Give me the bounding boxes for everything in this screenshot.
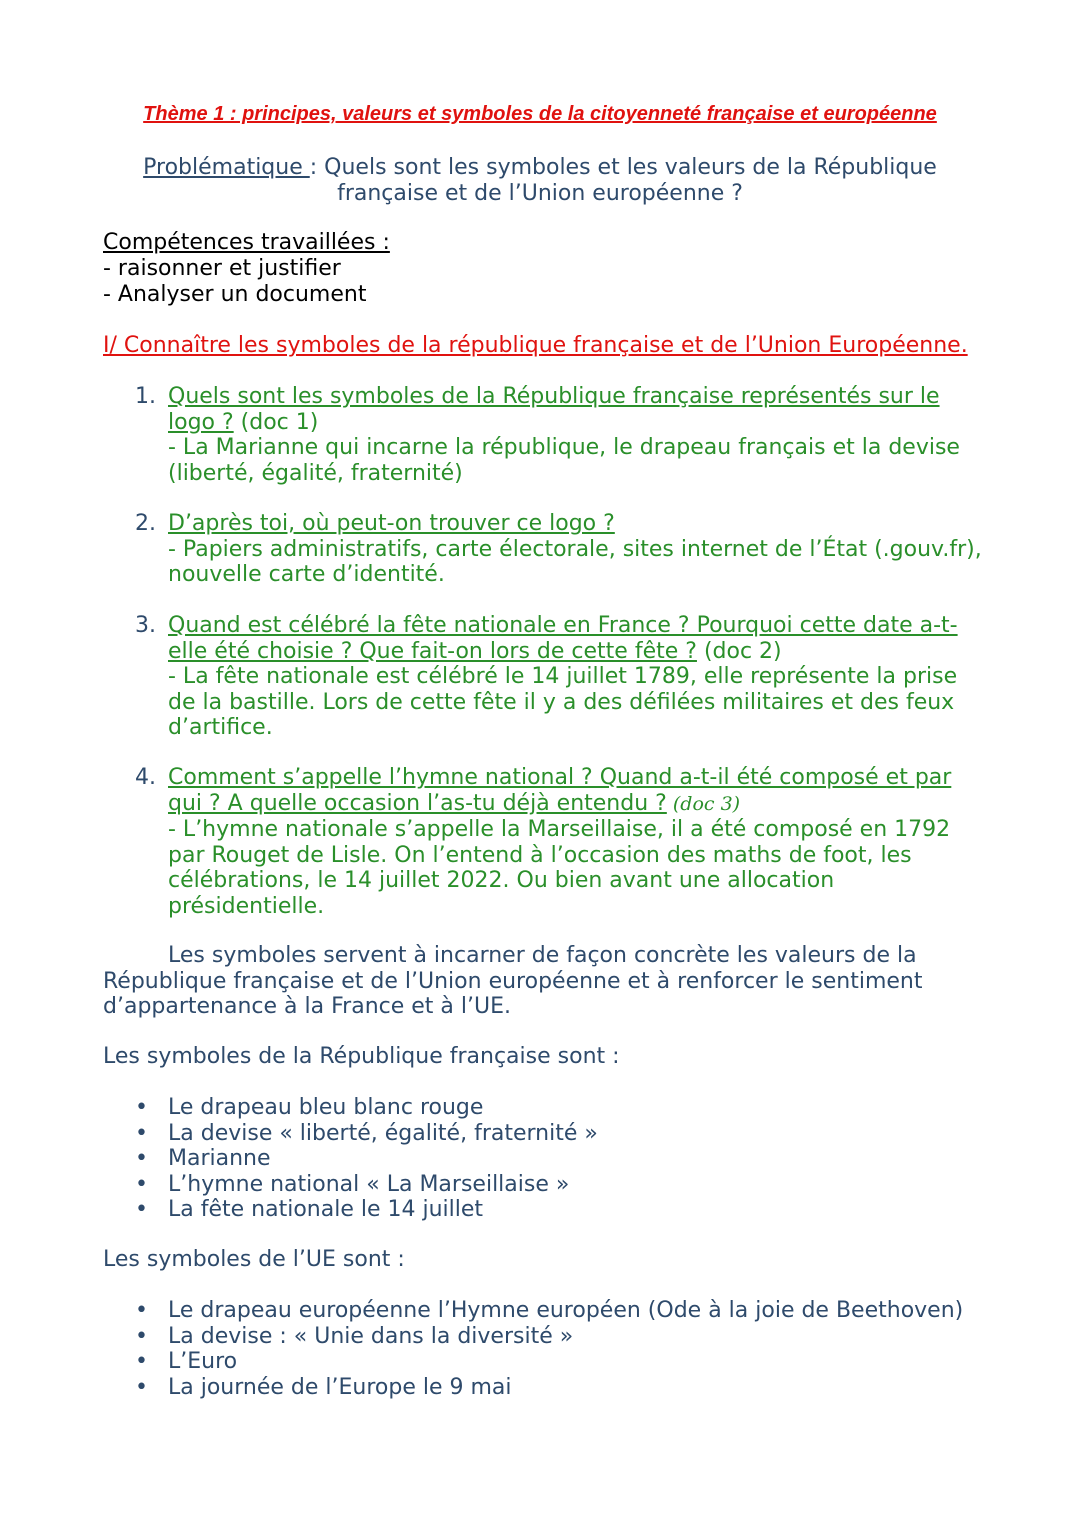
summary-line: d’appartenance à la France et à l’UE. bbox=[103, 994, 511, 1019]
theme-title: Thème 1 : principes, valeurs et symboles de la citoyenneté française et européenne bbox=[143, 103, 937, 125]
answer-text: - Papiers administratifs, carte électorale, sites internet de l’État (.gouv.fr), bbox=[168, 536, 982, 562]
problematique-line2: française et de l’Union européenne ? bbox=[337, 181, 743, 206]
question-number: 3. bbox=[135, 613, 156, 638]
answer-text: - La fête nationale est célébré le 14 juillet 1789, elle représente la prise bbox=[168, 664, 958, 689]
question-number: 4. bbox=[135, 765, 156, 790]
list-item: • La devise : « Unie dans la diversité » bbox=[135, 1324, 963, 1350]
answer-text: nouvelle carte d’identité. bbox=[168, 562, 445, 587]
answer-text: - La Marianne qui incarne la république, le drapeau français et la devise bbox=[168, 435, 960, 460]
answer-text: célébrations, le 14 juillet 2022. Ou bien avant une allocation bbox=[168, 868, 835, 893]
skill-item: - raisonner et justifier bbox=[103, 256, 341, 281]
list-item: • La devise « liberté, égalité, fraternité » bbox=[135, 1121, 598, 1147]
question-text: qui ? A quelle occasion l’as-tu déjà entendu ? bbox=[168, 790, 667, 816]
problematique bbox=[0, 155, 1080, 207]
list-item: • Le drapeau bleu blanc rouge bbox=[135, 1095, 598, 1121]
answer-text: de la bastille. Lors de cette fête il y a des défilées militaires et des feux bbox=[168, 689, 955, 715]
problematique-label: Problématique bbox=[143, 155, 310, 180]
question-number: 2. bbox=[135, 511, 156, 536]
doc-reference: (doc 2) bbox=[696, 638, 782, 664]
france-symbols-title: Les symboles de la République française sont : bbox=[103, 1044, 620, 1069]
summary-line: République française et de l’Union européenne et à renforcer le sentiment bbox=[103, 968, 923, 994]
list-item: • L’hymne national « La Marseillaise » bbox=[135, 1172, 598, 1198]
doc-reference: (doc 3) bbox=[666, 792, 741, 815]
answer-text: (liberté, égalité, fraternité) bbox=[168, 460, 463, 486]
list-item: • L’Euro bbox=[135, 1349, 963, 1375]
question-text: Quand est célébré la fête nationale en France ? Pourquoi cette date a-t- bbox=[168, 613, 958, 638]
skills-title: Compétences travaillées : bbox=[103, 230, 390, 255]
question-4 bbox=[135, 765, 985, 919]
skill-item: - Analyser un document bbox=[103, 282, 367, 307]
doc-reference: (doc 1) bbox=[233, 409, 319, 435]
answer-text: présidentielle. bbox=[168, 893, 325, 919]
question-text: logo ? bbox=[168, 409, 234, 435]
question-text: D’après toi, où peut-on trouver ce logo ? bbox=[168, 511, 615, 536]
section-title: I/ Connaître les symboles de la république française et de l’Union Européenne. bbox=[103, 333, 968, 358]
answer-text: par Rouget de Lisle. On l’entend à l’occasion des maths de foot, les bbox=[168, 842, 912, 868]
skills-block bbox=[103, 230, 390, 308]
question-text: Comment s’appelle l’hymne national ? Quand a-t-il été composé et par bbox=[168, 765, 952, 790]
question-text: elle été choisie ? Que fait-on lors de cette fête ? bbox=[168, 638, 697, 664]
summary-line: Les symboles servent à incarner de façon concrète les valeurs de la bbox=[168, 943, 917, 968]
answer-text: d’artifice. bbox=[168, 715, 273, 740]
eu-symbols-title: Les symboles de l’UE sont : bbox=[103, 1247, 405, 1272]
eu-symbols-list bbox=[135, 1298, 963, 1400]
question-2 bbox=[135, 511, 985, 588]
question-number: 1. bbox=[135, 384, 156, 409]
france-symbols-list bbox=[135, 1095, 598, 1223]
summary-paragraph bbox=[103, 943, 943, 1020]
question-text: Quels sont les symboles de la République française représentés sur le bbox=[168, 384, 940, 409]
answer-text: - L’hymne nationale s’appelle la Marseillaise, il a été composé en 1792 bbox=[168, 817, 951, 842]
list-item: • La journée de l’Europe le 9 mai bbox=[135, 1375, 963, 1401]
question-3 bbox=[135, 613, 985, 741]
list-item: • Marianne bbox=[135, 1146, 598, 1172]
list-item: • La fête nationale le 14 juillet bbox=[135, 1197, 598, 1223]
list-item: • Le drapeau européenne l’Hymne européen (Ode à la joie de Beethoven) bbox=[135, 1298, 963, 1324]
problematique-line1: : Quels sont les symboles et les valeurs de la République bbox=[309, 155, 937, 180]
question-1 bbox=[135, 384, 985, 486]
